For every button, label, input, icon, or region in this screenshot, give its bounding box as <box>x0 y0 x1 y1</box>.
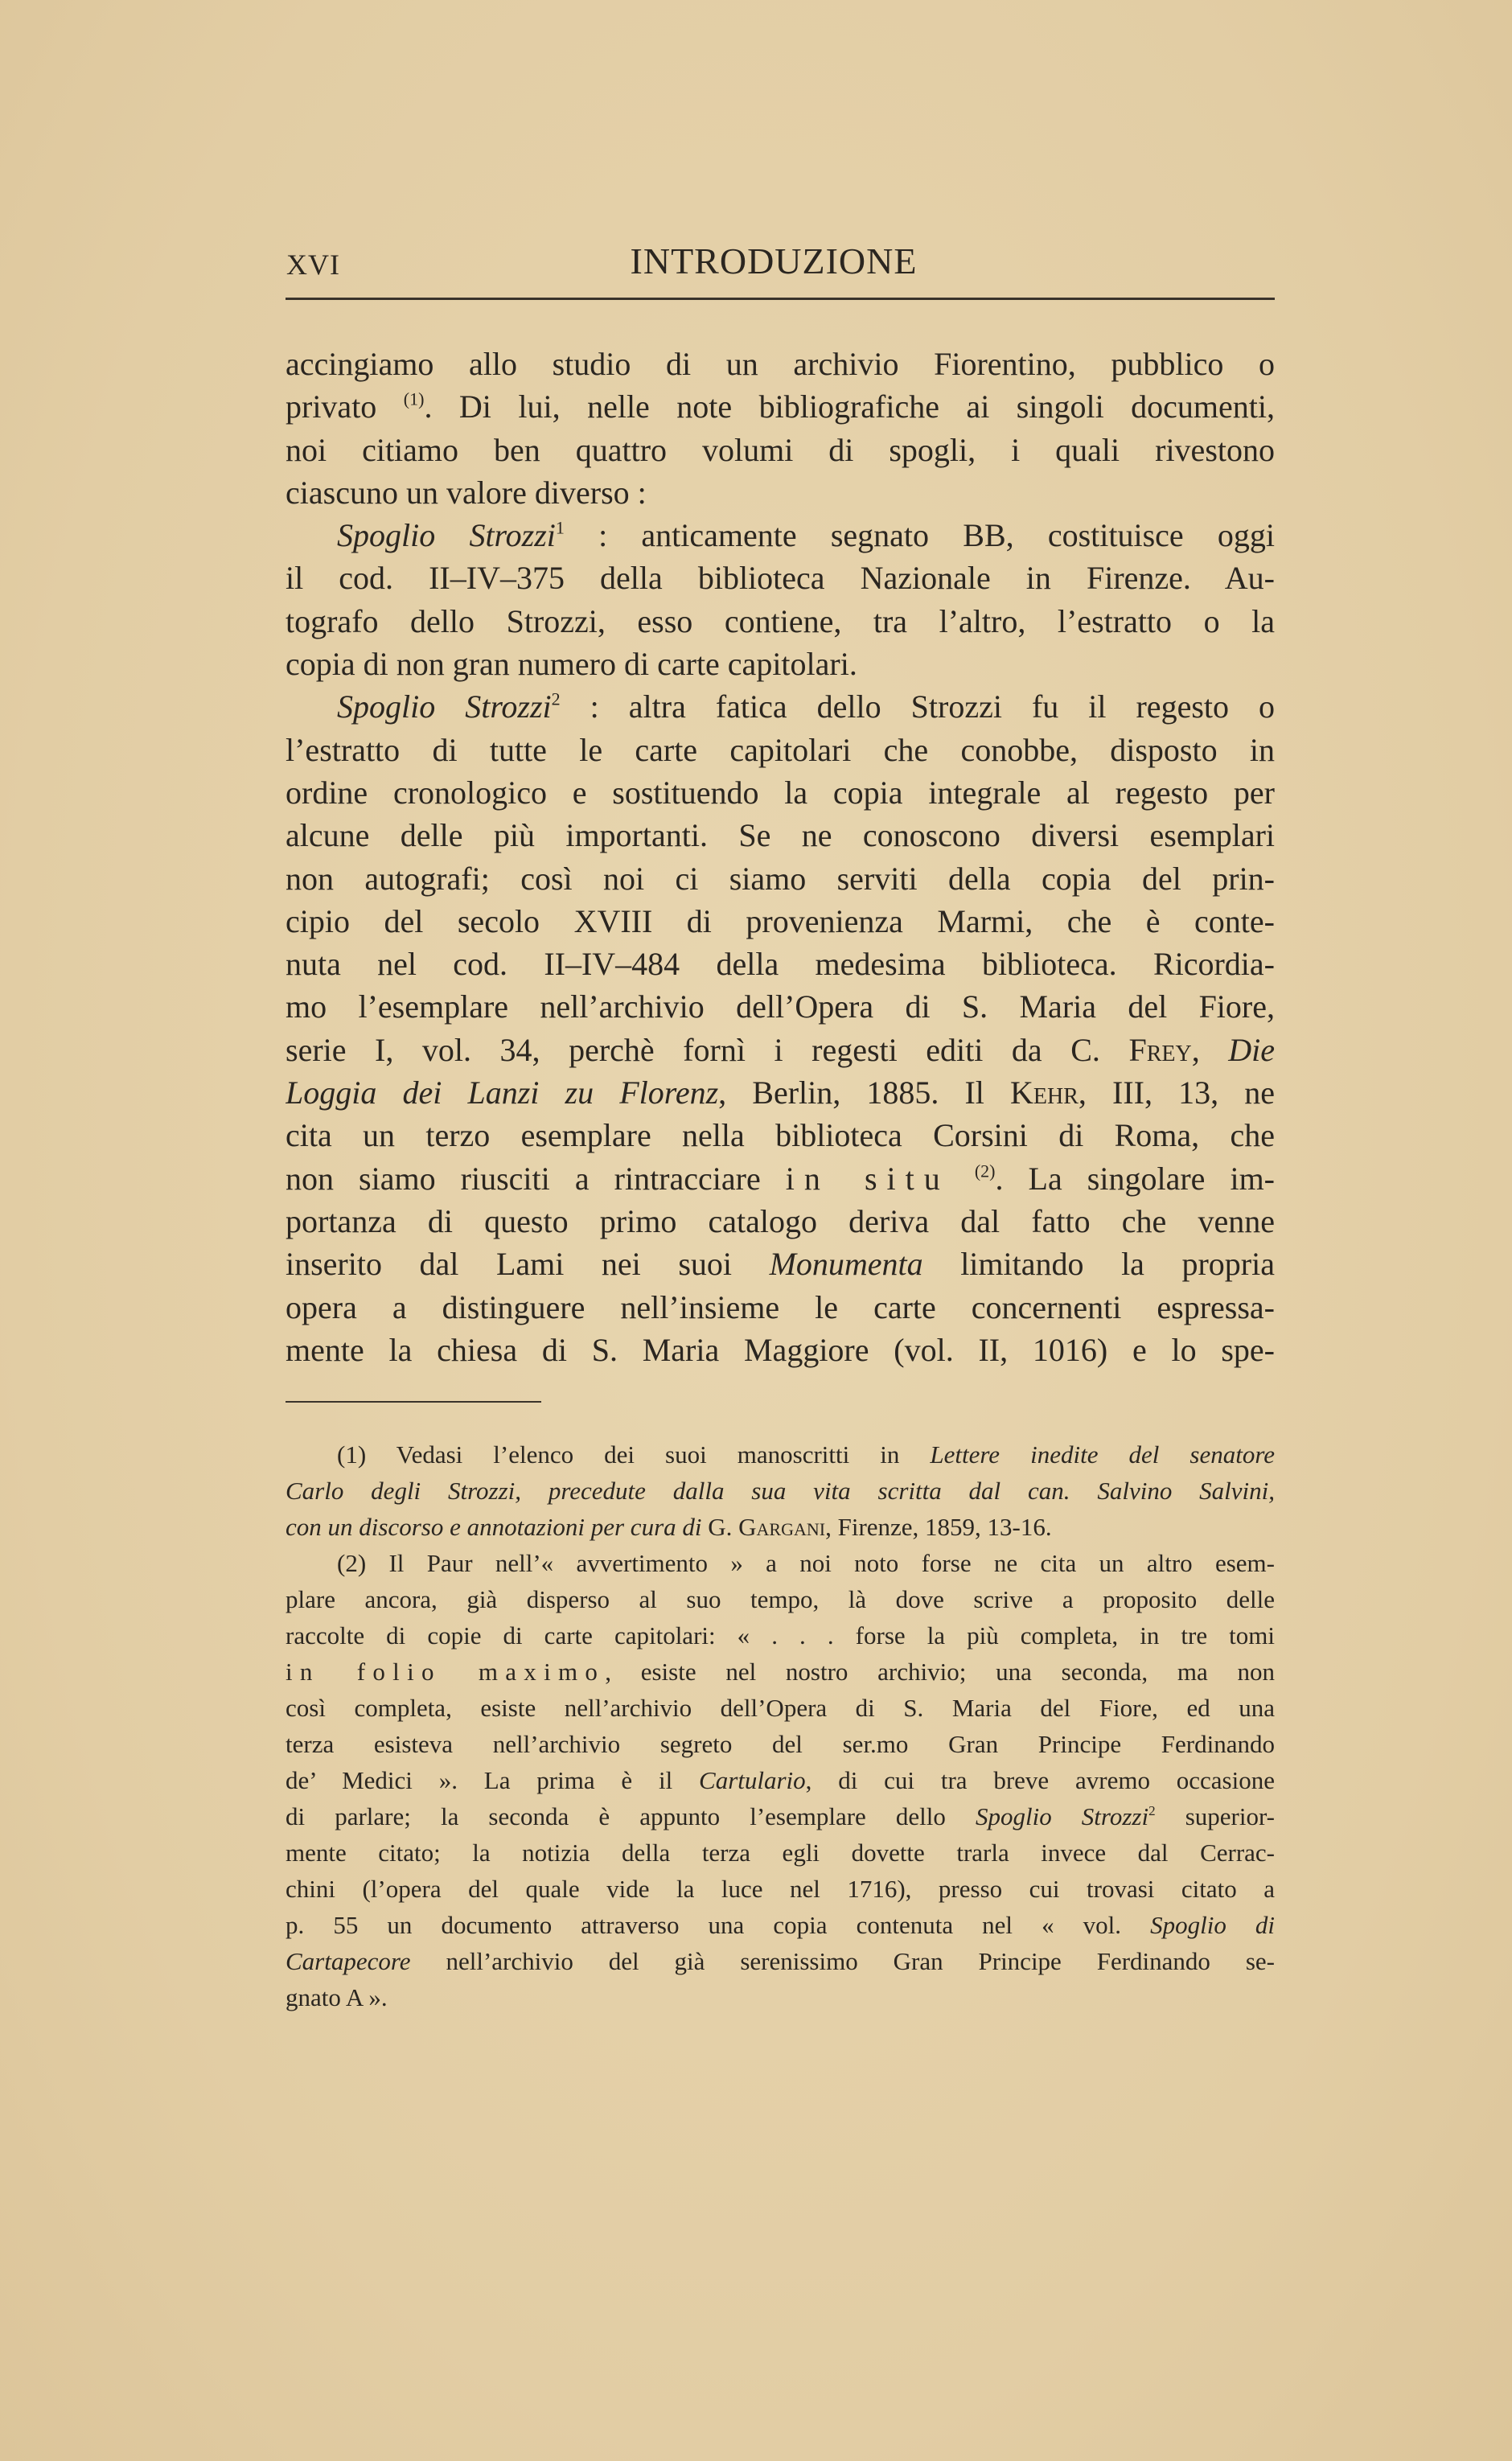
text-run: non siamo riusciti a rintracciare <box>286 1160 786 1197</box>
spaced-text: in situ <box>785 1160 950 1197</box>
text-run: nuta nel cod. II–IV–484 della medesima biblioteca. Ricordia- <box>286 946 1275 983</box>
footnote-line <box>286 1979 1275 2015</box>
body-line <box>286 1029 1275 1071</box>
spaced-text: in folio maximo <box>286 1658 606 1686</box>
body-line <box>286 385 1275 428</box>
body-line <box>286 900 1275 943</box>
italic-text: Cartapecore <box>286 1947 411 1975</box>
body-line <box>286 557 1275 599</box>
text-run: nell’archivio del già serenissimo Gran Principe Ferdinando se- <box>410 1947 1275 1975</box>
body-line <box>286 729 1275 771</box>
text-run: così completa, esiste nell’archivio dell’Opera di S. Maria del Fiore, ed una <box>286 1694 1275 1722</box>
footnote-reference: 2 <box>1148 1803 1156 1819</box>
text-run: , III, 13, ne <box>1078 1074 1275 1111</box>
text-run: mo l’esemplare nell’archivio dell’Opera di S. Maria del Fiore, <box>286 988 1275 1025</box>
footnote-line <box>286 1726 1275 1762</box>
footnote-line <box>286 1871 1275 1907</box>
text-run: (2) Il Paur nell’« avvertimento » a noi noto forse ne cita un altro esem- <box>337 1549 1275 1577</box>
body-line <box>286 771 1275 814</box>
text-run: (1) Vedasi l’elenco dei suoi manoscritti in <box>337 1440 931 1469</box>
italic-text: Spoglio Strozzi <box>337 517 556 554</box>
text-run: , di cui tra breve avremo occasione <box>805 1766 1275 1794</box>
footnote-line <box>286 1509 1275 1545</box>
footnotes <box>286 1436 1275 2015</box>
text-run: ciascuno un valore diverso : <box>286 474 647 511</box>
text-run: copia di non gran numero di carte capitolari. <box>286 646 857 683</box>
body-line <box>286 514 1275 557</box>
header-rule <box>286 298 1275 300</box>
text-run: accingiamo allo studio di un archivio Fiorentino, pubblico o <box>286 346 1275 382</box>
text-run: serie I, vol. 34, perchè fornì i regesti editi da C. <box>286 1031 1129 1068</box>
footnote-reference: (1) <box>403 388 425 409</box>
page-number: XVI <box>286 249 340 281</box>
text-run: , esiste nel nostro archivio; una seconda, ma non <box>605 1658 1275 1686</box>
body-line <box>286 1071 1275 1114</box>
footnote-reference: 2 <box>551 688 561 709</box>
text-run: G. <box>701 1513 739 1541</box>
text-run: , Berlin, 1885. Il <box>718 1074 1011 1111</box>
text-run <box>950 1161 975 1197</box>
text-run: : altra fatica dello Strozzi fu il regesto o <box>560 688 1275 725</box>
text-run: alcune delle più importanti. Se ne conoscono diversi esemplari <box>286 817 1275 854</box>
text-run: tografo dello Strozzi, esso contiene, tra l’altro, l’estratto o la <box>286 602 1275 639</box>
text-run: l’estratto di tutte le carte capitolari che conobbe, disposto in <box>286 731 1275 768</box>
text-run: p. 55 un documento attraverso una copia contenuta nel « vol. <box>286 1911 1151 1939</box>
body-line <box>286 343 1275 385</box>
text-run: non autografi; così noi ci siamo serviti della copia del prin- <box>286 860 1275 897</box>
italic-text: Carlo degli Strozzi, precedute dalla sua vita scritta dal can. Salvino Salvini, <box>286 1477 1275 1505</box>
text-run: cita un terzo esemplare nella biblioteca Corsini di Roma, che <box>286 1117 1275 1154</box>
text-run: opera a distinguere nell’insieme le carte concernenti espressa- <box>286 1288 1275 1325</box>
text-run: , <box>1191 1031 1229 1068</box>
text-run: superior- <box>1155 1802 1275 1830</box>
text-run: chini (l’opera del quale vide la luce nel 1716), presso cui trovasi citato a <box>286 1875 1275 1903</box>
body-line <box>286 857 1275 900</box>
small-caps-name: Kehr <box>1010 1074 1079 1111</box>
text-run: . Di lui, nelle note bibliografiche ai singoli documenti, <box>424 388 1275 425</box>
footnote-line <box>286 1834 1275 1871</box>
text-run: raccolte di copie di carte capitolari: « . . . forse la più completa, in tre tomi <box>286 1621 1275 1650</box>
text-run: portanza di questo primo catalogo deriva dal fatto che venne <box>286 1202 1275 1239</box>
body-line <box>286 814 1275 857</box>
footnote-reference: 1 <box>555 517 565 538</box>
text-run: inserito dal Lami nei suoi <box>286 1246 770 1283</box>
footnote-line <box>286 1762 1275 1798</box>
italic-text: Loggia dei Lanzi zu Florenz <box>286 1074 719 1111</box>
body-line <box>286 471 1275 514</box>
text-run: privato <box>286 388 404 425</box>
body-text <box>286 343 1275 1371</box>
footnote-line <box>286 1798 1275 1834</box>
text-run: di parlare; la seconda è appunto l’esemplare dello <box>286 1802 976 1830</box>
body-line <box>286 600 1275 643</box>
footnote-line <box>286 1473 1275 1509</box>
footnote-line <box>286 1617 1275 1654</box>
running-title: INTRODUZIONE <box>630 240 918 281</box>
text-run: cipio del secolo XVIII di provenienza Marmi, che è conte- <box>286 902 1275 939</box>
italic-text: Spoglio di <box>1150 1911 1275 1939</box>
footnote-line <box>286 1943 1275 1979</box>
body-line <box>286 943 1275 985</box>
text-run: plare ancora, già disperso al suo tempo, là dove scrive a proposito delle <box>286 1585 1275 1613</box>
small-caps-name: Frey <box>1128 1031 1192 1068</box>
body-line <box>286 1114 1275 1157</box>
footnote-line <box>286 1690 1275 1726</box>
text-run: il cod. II–IV–375 della biblioteca Nazionale in Firenze. Au- <box>286 560 1275 597</box>
body-line <box>286 1329 1275 1371</box>
text-run: noi citiamo ben quattro volumi di spogli, i quali rivestono <box>286 431 1275 468</box>
footnote-line <box>286 1545 1275 1581</box>
italic-text: Cartulario <box>699 1766 806 1794</box>
text-run: de’ Medici ». La prima è il <box>286 1766 700 1794</box>
body-line <box>286 1157 1275 1200</box>
text-run: gnato A ». <box>286 1983 388 2011</box>
text-run: . La singolare im- <box>995 1160 1275 1197</box>
text-run: limitando la propria <box>922 1246 1275 1283</box>
footnote-separator <box>286 1401 541 1403</box>
footnote-line <box>286 1581 1275 1617</box>
text-run: ordine cronologico e sostituendo la copia integrale al regesto per <box>286 774 1275 811</box>
body-line <box>286 985 1275 1028</box>
footnote-line <box>286 1654 1275 1690</box>
italic-text: Lettere inedite del senatore <box>930 1440 1275 1469</box>
small-caps-name: Gargani <box>738 1513 826 1541</box>
italic-text: con un discorso e annotazioni per cura di <box>286 1513 702 1541</box>
body-line <box>286 1243 1275 1285</box>
text-run: , Firenze, 1859, 13-16. <box>825 1513 1052 1541</box>
italic-text: Monumenta <box>769 1246 923 1283</box>
text-run: : anticamente segnato BB, costituisce oggi <box>564 517 1275 554</box>
body-line <box>286 1200 1275 1243</box>
footnote-line <box>286 1436 1275 1473</box>
body-line <box>286 685 1275 728</box>
footnote-reference: (2) <box>974 1161 996 1181</box>
text-run: mente la chiesa di S. Maria Maggiore (vol. II, 1016) e lo spe- <box>286 1331 1275 1368</box>
body-line <box>286 1286 1275 1329</box>
italic-text: Spoglio Strozzi <box>975 1802 1149 1830</box>
body-line <box>286 429 1275 471</box>
text-run: terza esisteva nell’archivio segreto del ser.mo Gran Principe Ferdinando <box>286 1730 1275 1758</box>
body-line <box>286 643 1275 685</box>
footnote-line <box>286 1907 1275 1943</box>
italic-text: Spoglio Strozzi <box>337 688 552 725</box>
text-run: mente citato; la notizia della terza egli dovette trarla invece dal Cerrac- <box>286 1839 1275 1867</box>
italic-text: Die <box>1228 1031 1275 1068</box>
